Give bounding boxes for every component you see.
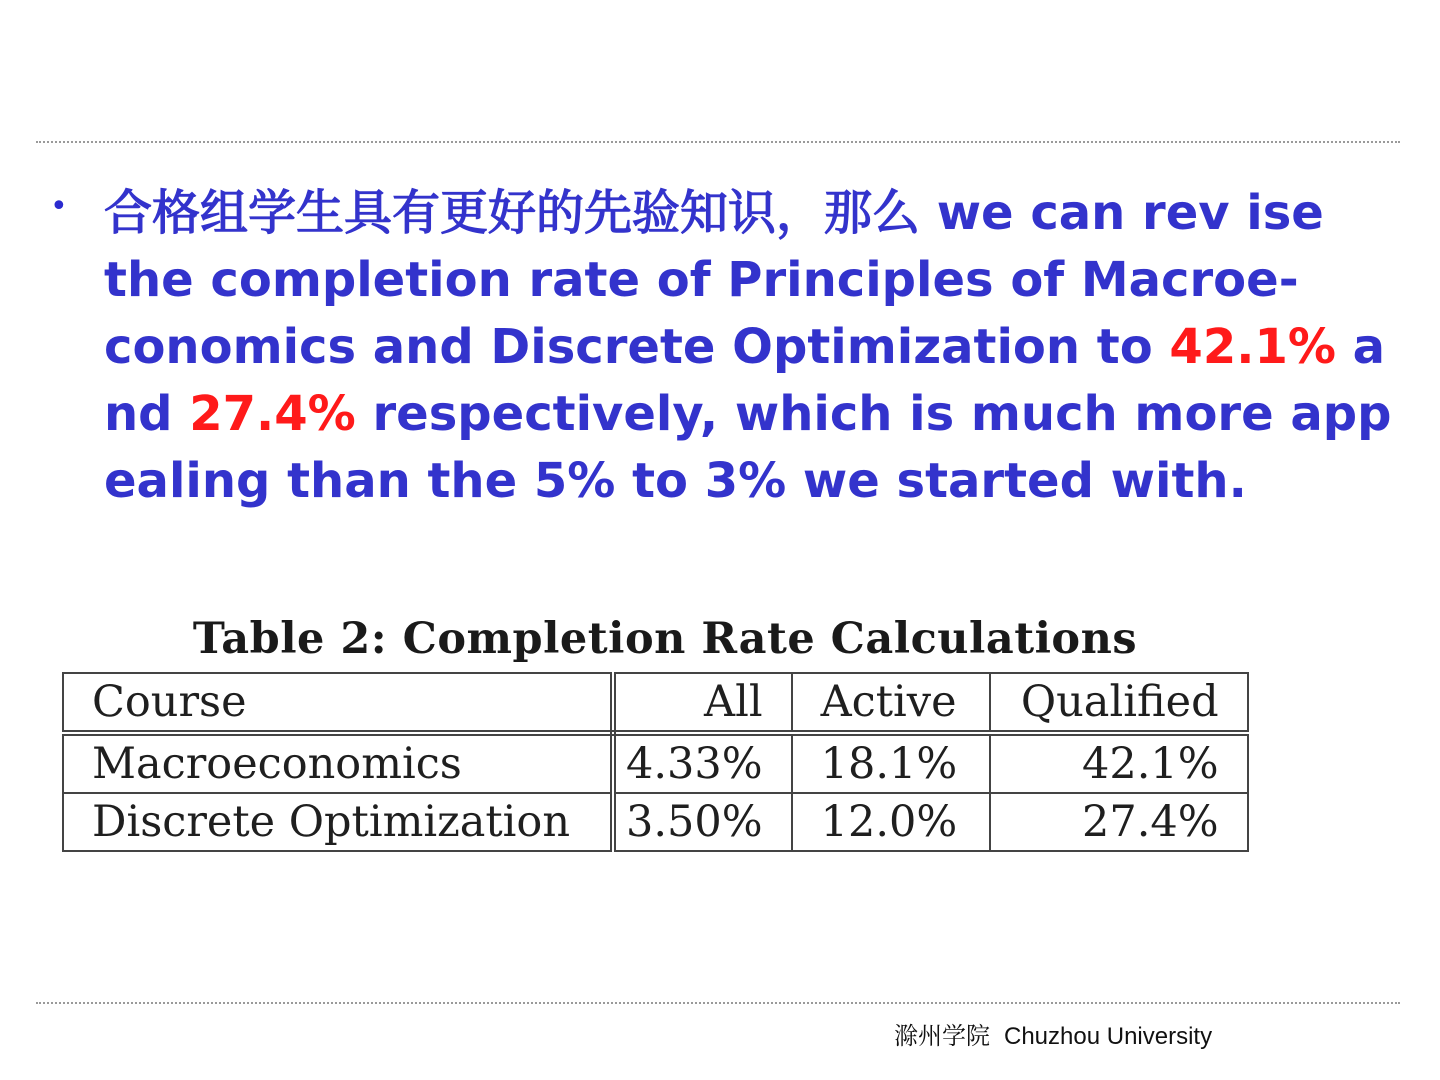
top-divider xyxy=(36,141,1400,143)
bottom-divider xyxy=(36,1002,1400,1004)
cell-active: 12.0% xyxy=(792,793,990,851)
bullet-text-part2: a nd xyxy=(104,319,1386,442)
bullet-text-part3: respectively, which is much more app ealing than the 5% to 3% we started with. xyxy=(104,386,1392,509)
highlight-macro-rate: 42.1% xyxy=(1169,319,1336,375)
footer-cn-name: 滁州学院 xyxy=(894,1022,990,1050)
cell-qualified: 42.1% xyxy=(990,733,1248,793)
table-row xyxy=(63,733,1248,793)
bullet-text xyxy=(104,180,1404,515)
completion-rate-table xyxy=(62,672,1249,852)
highlight-discrete-rate: 27.4% xyxy=(189,386,356,442)
footer-institution xyxy=(894,1016,1212,1051)
header-active: Active xyxy=(792,673,990,733)
table-title: Table 2: Completion Rate Calculations xyxy=(192,614,1138,664)
bullet-text-part1: 合格组学生具有更好的先验知识，那么 we can rev ise the completion rate of Principles of Macroe-conomics and Discrete Optimization to xyxy=(104,185,1324,375)
footer-en-name: Chuzhou University xyxy=(1004,1023,1213,1050)
cell-course: Macroeconomics xyxy=(63,733,613,793)
cell-all: 3.50% xyxy=(613,793,792,851)
cell-all: 4.33% xyxy=(613,733,792,793)
header-course: Course xyxy=(63,673,613,733)
cell-qualified: 27.4% xyxy=(990,793,1248,851)
header-qualified: Qualified xyxy=(990,673,1248,733)
table-row xyxy=(63,793,1248,851)
bullet-icon: • xyxy=(50,189,68,224)
header-all: All xyxy=(613,673,792,733)
table-header-row xyxy=(63,673,1248,733)
cell-course: Discrete Optimization xyxy=(63,793,613,851)
cell-active: 18.1% xyxy=(792,733,990,793)
